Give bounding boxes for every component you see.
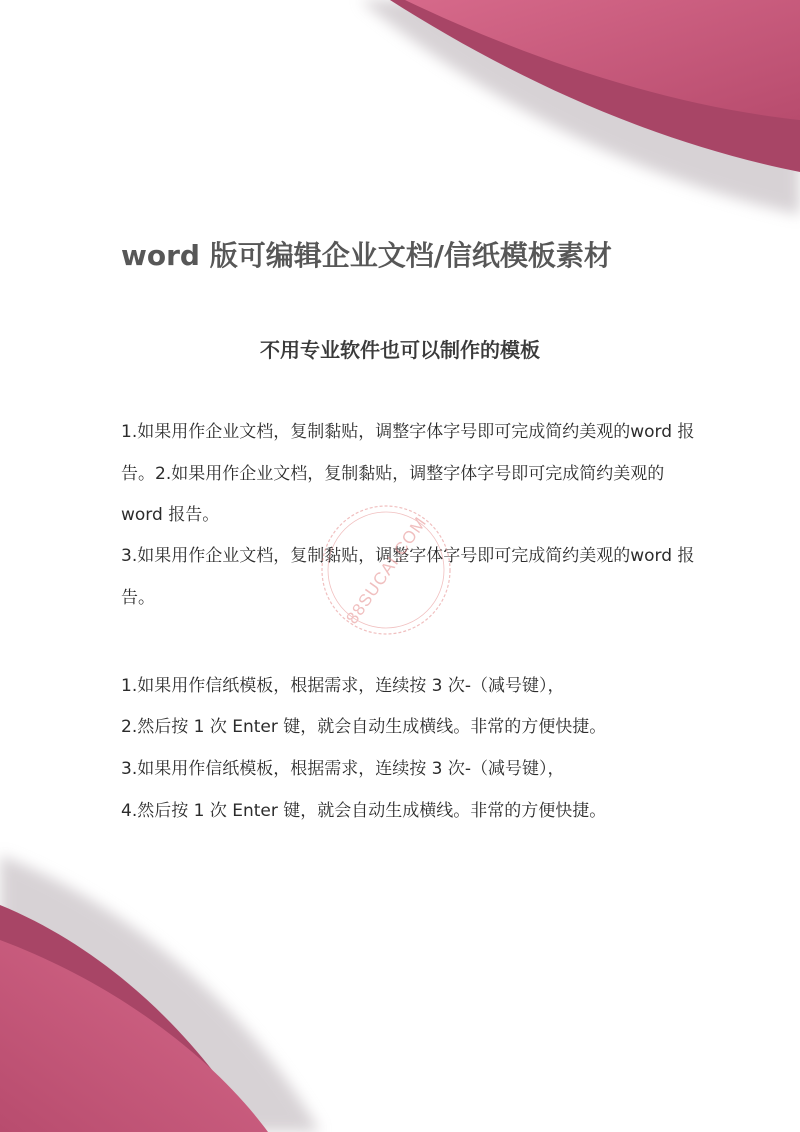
paragraph-1: 1.如果用作企业文档，复制黏贴，调整字体字号即可完成简约美观的word 报告。2.如果用作企业文档，复制黏贴，调整字体字号即可完成简约美观的 word 报告。 [121,422,695,525]
document-title: word 版可编辑企业文档/信纸模板素材 [121,239,612,272]
step-line-4: 4.然后按 1 次 Enter 键，就会自动生成横线。非常的方便快捷。 [121,801,607,821]
paragraph-2: 3.如果用作企业文档，复制黏贴，调整字体字号即可完成简约美观的word 报告。 [121,546,695,608]
document-subtitle: 不用专业软件也可以制作的模板 [260,338,540,362]
step-line-2: 2.然后按 1 次 Enter 键，就会自动生成横线。非常的方便快捷。 [121,717,607,737]
step-line-3: 3.如果用作信纸模板，根据需求，连续按 3 次-（减号键）， [121,759,565,779]
step-line-1: 1.如果用作信纸模板，根据需求，连续按 3 次-（减号键）， [121,676,565,696]
watermark-text: 88SUCAI.COM [342,513,431,628]
